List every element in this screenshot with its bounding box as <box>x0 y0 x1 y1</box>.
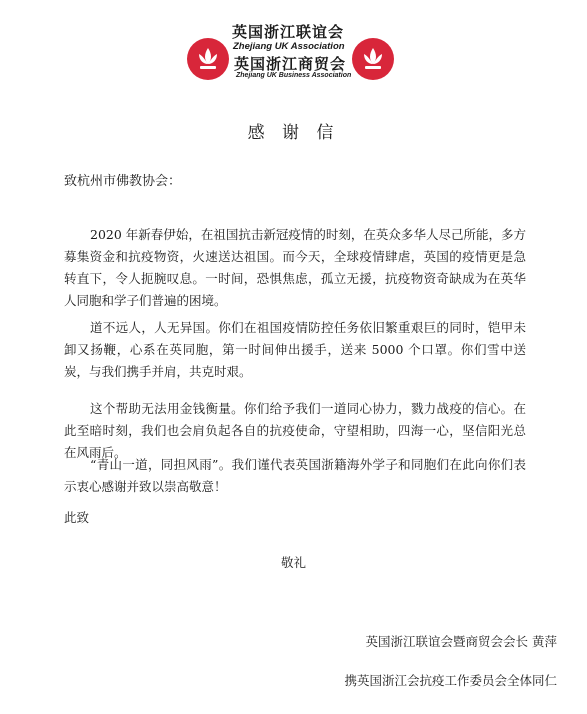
association-name-en: Zhejiang UK Association <box>233 41 345 52</box>
paragraph: “青山一道，同担风雨”。我们谨代表英国浙籍海外学子和同胞们在此向你们表示衷心感谢并致以崇高敬意！ <box>64 457 526 494</box>
business-association-name-cn: 英国浙江商贸会 <box>234 55 347 73</box>
business-association-name-en: Zhejiang UK Business Association <box>236 72 352 79</box>
lotus-logo-icon <box>187 38 229 80</box>
letter-title: 感 谢 信 <box>247 123 340 143</box>
paragraph: 道不远人，人无异国。你们在祖国疫情防控任务依旧繁重艰巨的同时，铠甲未卸又扬鞭，心系在英同胞，第一时间伸出援手，送来 5000 个口罩。你们雪中送炭，与我们携手并肩，共克时艰。 <box>64 320 526 379</box>
closing-salute: 敬礼 <box>280 555 306 570</box>
association-name-cn: 英国浙江联谊会 <box>232 23 345 41</box>
paragraph: 2020 年新春伊始，在祖国抗击新冠疫情的时刻，在英众多华人尽己所能，多方募集资金和抗疫物资，火速送达祖国。而今天，全球疫情肆虐，英国的疫情更是急转直下，令人扼腕叹息。一时间，恐惧焦虑，孤立无援，抗疫物资奇缺成为在英华人同胞和学子们普遍的困境。 <box>64 227 526 308</box>
closing-line: 此致 <box>64 510 90 525</box>
signature-line: 英国浙江联谊会暨商贸会会长 黄萍 <box>365 634 557 649</box>
salutation: 致杭州市佛教协会： <box>64 174 182 189</box>
letterhead <box>0 0 587 90</box>
lotus-logo-icon <box>352 38 394 80</box>
signature-line: 携英国浙江会抗疫工作委员会全体同仁 <box>344 673 557 688</box>
paragraph: 这个帮助无法用金钱衡量。你们给予我们一道同心协力，戮力战疫的信心。在此至暗时刻，我们也会肩负起各自的抗疫使命，守望相助，四海一心，坚信阳光总在风雨后。 <box>64 401 526 460</box>
lotus-icon <box>358 44 388 74</box>
lotus-icon <box>193 44 223 74</box>
